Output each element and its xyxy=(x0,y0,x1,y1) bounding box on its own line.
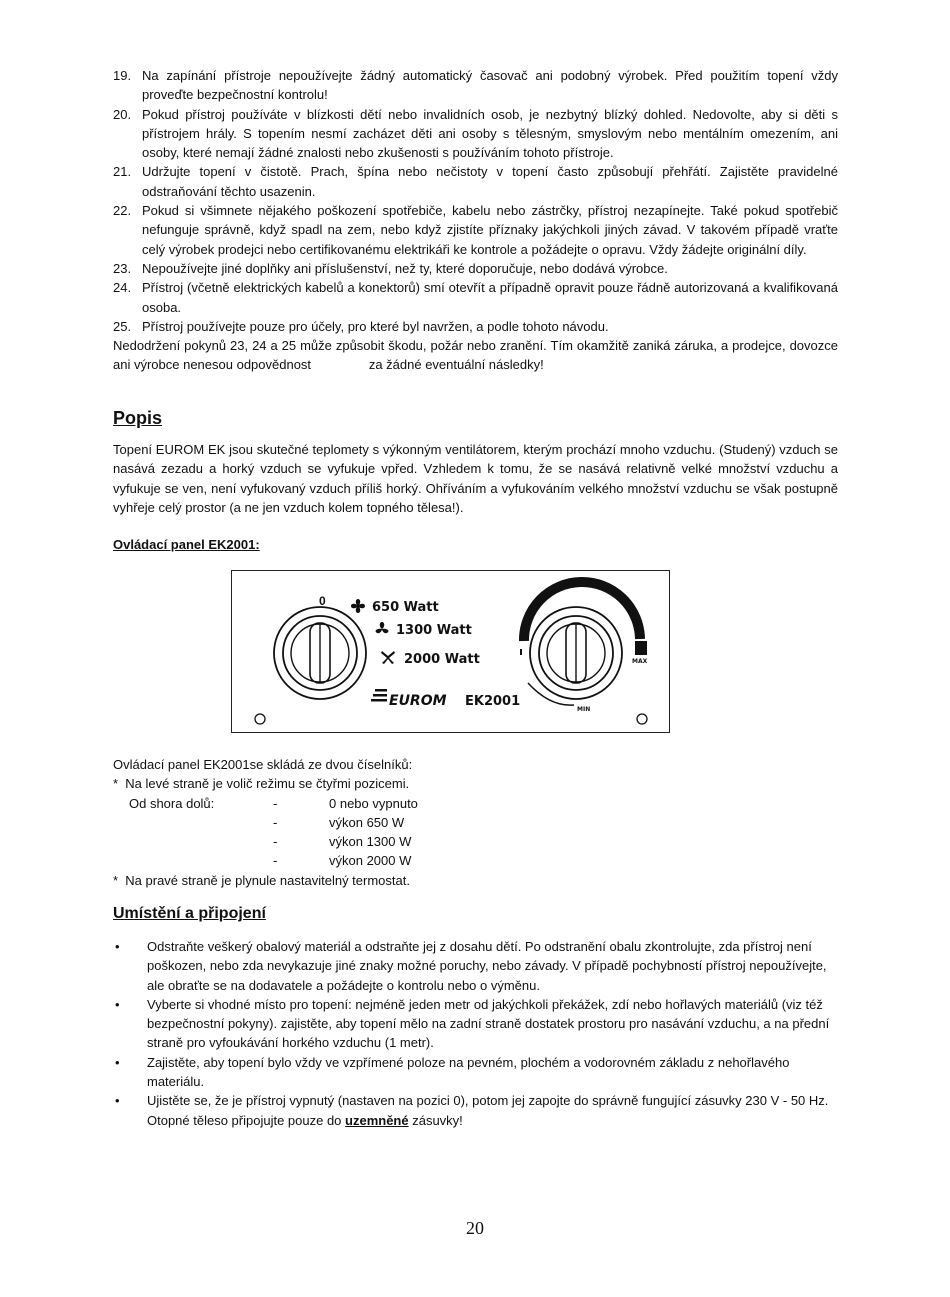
list-item: 22. Pokud si všimnete nějakého poškození spotřebiče, kabelu nebo zástrčky, přístroj nezapínejte. Také pokud spotřebič nefunguje správně, když spadl na zem, nebo když zjistíte příznaky jakýchkoli jiných závad. V takovém případě vraťte celý výrobek prodejci nebo certifikovanému elektrikáři ke kontrole a požádejte o opravu. Vždy žádejte originální díly. xyxy=(113,203,838,257)
placement-bullet-list xyxy=(113,937,838,1130)
option-1300-label: 1300 Watt xyxy=(396,623,472,638)
fan-icon xyxy=(351,599,365,613)
option-2000-label: 2000 Watt xyxy=(404,652,480,667)
svg-text:EUROM: EUROM xyxy=(389,693,447,709)
list-item: • Vyberte si vhodné místo pro topení: nejméně jeden metr od jakýchkoli překážek, zdí nebo hořlavých materiálů (viz též bezpečnostní pokyny). zajistěte, aby topení mělo na zadní straně dostatek prostoru pro nasávání vzduchu, a na přední straně pro vyfoukávání horkého vzduchu (1 metr). xyxy=(115,996,830,1051)
grounded-emphasis: uzemněné xyxy=(345,1112,409,1128)
position-row: - výkon 1300 W xyxy=(273,834,412,850)
list-item: 20. Pokud přístroj používáte v blízkosti dětí nebo invalidních osob, je nezbytný blízký dohled. Nedovolte, aby si děti s přístrojem hrály. S topením nesmí zacházet děti ani osoby s tělesným, smyslovým nebo mentálním omezením, ani osoby, které nemají žádné znalosti nebo zkušenosti s používáním tohoto přístroje. xyxy=(113,106,838,161)
list-item: 23. Nepoužívejte jiné doplňky ani příslušenství, než ty, které doporučuje, nebo dodává výrobce. xyxy=(113,260,668,276)
section-heading-popis: Popis xyxy=(113,408,163,428)
panel-description xyxy=(113,755,418,890)
position-row: - výkon 2000 W xyxy=(273,853,412,869)
section-heading-umisteni: Umístění a připojení xyxy=(113,905,266,922)
warning-paragraph: Nedodržení pokynů 23, 24 a 25 může způsobit škodu, požár nebo zranění. Tím okamžitě zaniká záruka, a prodejce, dovozce ani výrobce nenesou odpovědnost za žádné eventuální následky! xyxy=(113,338,842,373)
thermostat-knob xyxy=(521,582,647,705)
page-number: 20 xyxy=(466,1218,484,1238)
position-zero-label: 0 xyxy=(319,594,326,608)
list-item: • Zajistěte, aby topení bylo vždy ve vzpřímené poloze na pevném, plochém a vodorovném základu z nehořlavého materiálu. xyxy=(115,1054,790,1090)
control-panel-figure xyxy=(231,570,670,733)
screw-hole-right xyxy=(637,714,647,724)
panel-intro: Ovládací panel EK2001se skládá ze dvou číselníků: xyxy=(113,757,413,772)
list-item: 19. Na zapínání přístroje nepoužívejte žádný automatický časovač ani podobný výrobek. Před použitím topení vždy proveďte bezpečnostní kontrolu! xyxy=(113,68,838,103)
position-row: Od shora dolů: - 0 nebo vypnuto xyxy=(129,795,418,811)
screw-hole-left xyxy=(255,714,265,724)
mode-selector-knob xyxy=(274,607,366,699)
left-dial-note: * Na levé straně je volič režimu se čtyřmi pozicemi. xyxy=(113,776,410,792)
right-dial-note: * Na pravé straně je plynule nastavitelný termostat. xyxy=(113,872,410,888)
list-item: 25. Přístroj používejte pouze pro účely, pro které byl navržen, a podle tohoto návodu. xyxy=(113,318,609,334)
panel-title: Ovládací panel EK2001: xyxy=(113,537,260,552)
control-panel-drawing xyxy=(232,571,671,734)
min-label: MIN xyxy=(577,706,591,713)
position-row: - výkon 650 W xyxy=(273,814,405,830)
eurom-logo xyxy=(371,689,447,709)
heat-high-icon xyxy=(381,651,395,664)
heat-low-icon xyxy=(376,622,389,633)
option-650-label: 650 Watt xyxy=(372,600,439,615)
list-item: • Ujistěte se, že je přístroj vypnutý (nastaven na pozici 0), potom jej zapojte do správně fungující zásuvky 230 V - 50 Hz. Otopné těleso připojujte pouze do uzemněné zásuvky! xyxy=(115,1093,829,1128)
list-item: 24. Přístroj (včetně elektrických kabelů a konektorů) smí otevřít a případně opravit pouze řádně autorizovaná a kvalifikovaná osoba. xyxy=(113,280,838,315)
list-item: • Odstraňte veškerý obalový materiál a odstraňte jej z dosahu dětí. Po odstranění obalu zkontrolujte, zda přístroj není poškozen, nebo zda nevykazuje jiné znaky možné poruchy, nebo závady. V případě pochybností přístroj nepoužívejte, ale obraťte se na dodavatele a požádejte o kontrolu nebo o výměnu. xyxy=(115,939,827,993)
list-item: 21. Udržujte topení v čistotě. Prach, špína nebo nečistoty v topení často způsobují přehřátí. Zajistěte pravidelné odstraňování těchto usazenin. xyxy=(113,164,838,199)
model-label: EK2001 xyxy=(465,694,521,709)
popis-paragraph: Topení EUROM EK jsou skutečné teplomety s výkonným ventilátorem, kterým prochází mnoho vzduchu. (Studený) vzduch se nasává zezadu a horký vzduch se vyfukuje vpřed. Vzhledem k tomu, že se nasává relativně velké množství vzduchu a vyfukuje se ven, není vyfukovaný vzduch příliš horký. Ohříváním a vyfukováním velkého množství vzduchu se však postupně vyhřeje celý prostor (a ne jen vzduch kolem topného tělesa!). xyxy=(113,442,838,515)
max-label: MAX xyxy=(632,658,648,665)
safety-list xyxy=(113,66,842,375)
